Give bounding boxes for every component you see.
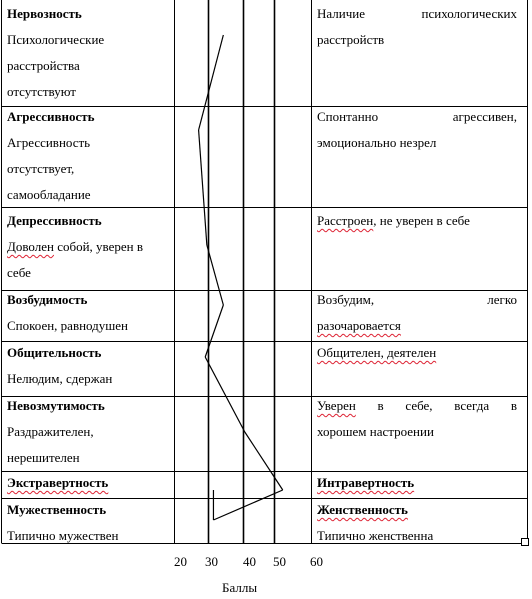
row-sociability-left bbox=[7, 340, 167, 392]
spellcheck-mark: Уверен bbox=[317, 398, 356, 413]
trait-title: Экстравертность bbox=[7, 475, 109, 490]
row-excitability-left bbox=[7, 287, 167, 339]
row-femininity-right bbox=[317, 497, 517, 549]
trait-high-text-rest: в себе, всегда в bbox=[355, 398, 517, 413]
trait-low-text: Психологические bbox=[7, 32, 105, 47]
scale-tick-label: 50 bbox=[273, 554, 286, 569]
row-sociability-right bbox=[317, 340, 517, 366]
profile-segment bbox=[199, 35, 224, 130]
row-introversion-right bbox=[317, 470, 517, 496]
trait-low-text: отсутствуют bbox=[7, 84, 76, 99]
trait-title: Общительность bbox=[7, 345, 102, 360]
trait-high-text bbox=[317, 208, 517, 234]
row-nervousness-left bbox=[7, 1, 167, 105]
row-aggressiveness-left bbox=[7, 104, 167, 208]
spellcheck-mark: Доволен bbox=[7, 239, 54, 254]
trait-title: Интравертность bbox=[317, 475, 415, 490]
row-masculinity-left bbox=[7, 497, 167, 549]
trait-high-text: разочаровается bbox=[317, 318, 401, 333]
trait-low-text: расстройства bbox=[7, 58, 80, 73]
row-nervousness-right bbox=[317, 1, 517, 53]
trait-title: Нервозность bbox=[7, 6, 82, 21]
scale-tick-label: 60 bbox=[310, 554, 323, 569]
row-depressiveness-left bbox=[7, 208, 167, 286]
axis-label: Баллы bbox=[222, 580, 258, 595]
row-aggressiveness-right bbox=[317, 104, 517, 156]
scale-tick-label: 20 bbox=[174, 554, 187, 569]
spellcheck-mark: Расстроен bbox=[317, 213, 374, 228]
trait-high-text: расстройств bbox=[317, 32, 385, 47]
trait-high-text: Типично женственна bbox=[317, 528, 434, 543]
trait-low-text: Раздражителен, bbox=[7, 424, 94, 439]
profile-segment bbox=[205, 357, 245, 432]
trait-high-text-rest: , не уверен в себе bbox=[373, 213, 470, 228]
row-composure-left bbox=[7, 393, 167, 471]
row-extraversion-left bbox=[7, 470, 167, 496]
scale-tick-label: 30 bbox=[205, 554, 218, 569]
profile-segment bbox=[213, 490, 282, 520]
profile-segment bbox=[199, 130, 207, 245]
trait-low-text: Спокоен, равнодушен bbox=[7, 318, 129, 333]
trait-high-text: Наличие психологических bbox=[317, 6, 517, 21]
trait-high-text: Общителен, деятелен bbox=[317, 345, 437, 360]
trait-title: Депрессивность bbox=[7, 213, 102, 228]
scale-tick-label: 40 bbox=[243, 554, 256, 569]
row-depressiveness-right bbox=[317, 208, 517, 234]
row-composure-right bbox=[317, 393, 517, 445]
trait-title: Мужественность bbox=[7, 502, 107, 517]
trait-title: Женственность bbox=[317, 502, 408, 517]
trait-low-text: отсутствует, bbox=[7, 161, 75, 176]
trait-high-text: Возбудим, легко bbox=[317, 292, 517, 307]
profile-segment bbox=[207, 245, 224, 305]
trait-low-text: Типично мужествен bbox=[7, 528, 119, 543]
trait-title: Возбудимость bbox=[7, 292, 88, 307]
trait-low-text: себе bbox=[7, 265, 31, 280]
trait-low-text bbox=[7, 234, 167, 260]
trait-high-text: Спонтанно агрессивен, bbox=[317, 109, 517, 124]
trait-low-text: самообладание bbox=[7, 187, 91, 202]
trait-high-text bbox=[317, 393, 517, 419]
trait-low-text: Агрессивность bbox=[7, 135, 91, 150]
trait-high-text: хорошем настроении bbox=[317, 424, 434, 439]
table-resize-handle[interactable] bbox=[521, 538, 529, 546]
trait-title: Агрессивность bbox=[7, 109, 95, 124]
trait-low-text: нерешителен bbox=[7, 450, 80, 465]
trait-low-text-rest: собой, уверен в bbox=[53, 239, 144, 254]
profile-segment bbox=[245, 432, 283, 490]
trait-title: Невозмутимость bbox=[7, 398, 105, 413]
trait-high-text: эмоционально незрел bbox=[317, 135, 437, 150]
trait-low-text: Нелюдим, сдержан bbox=[7, 371, 113, 386]
row-excitability-right bbox=[317, 287, 517, 339]
